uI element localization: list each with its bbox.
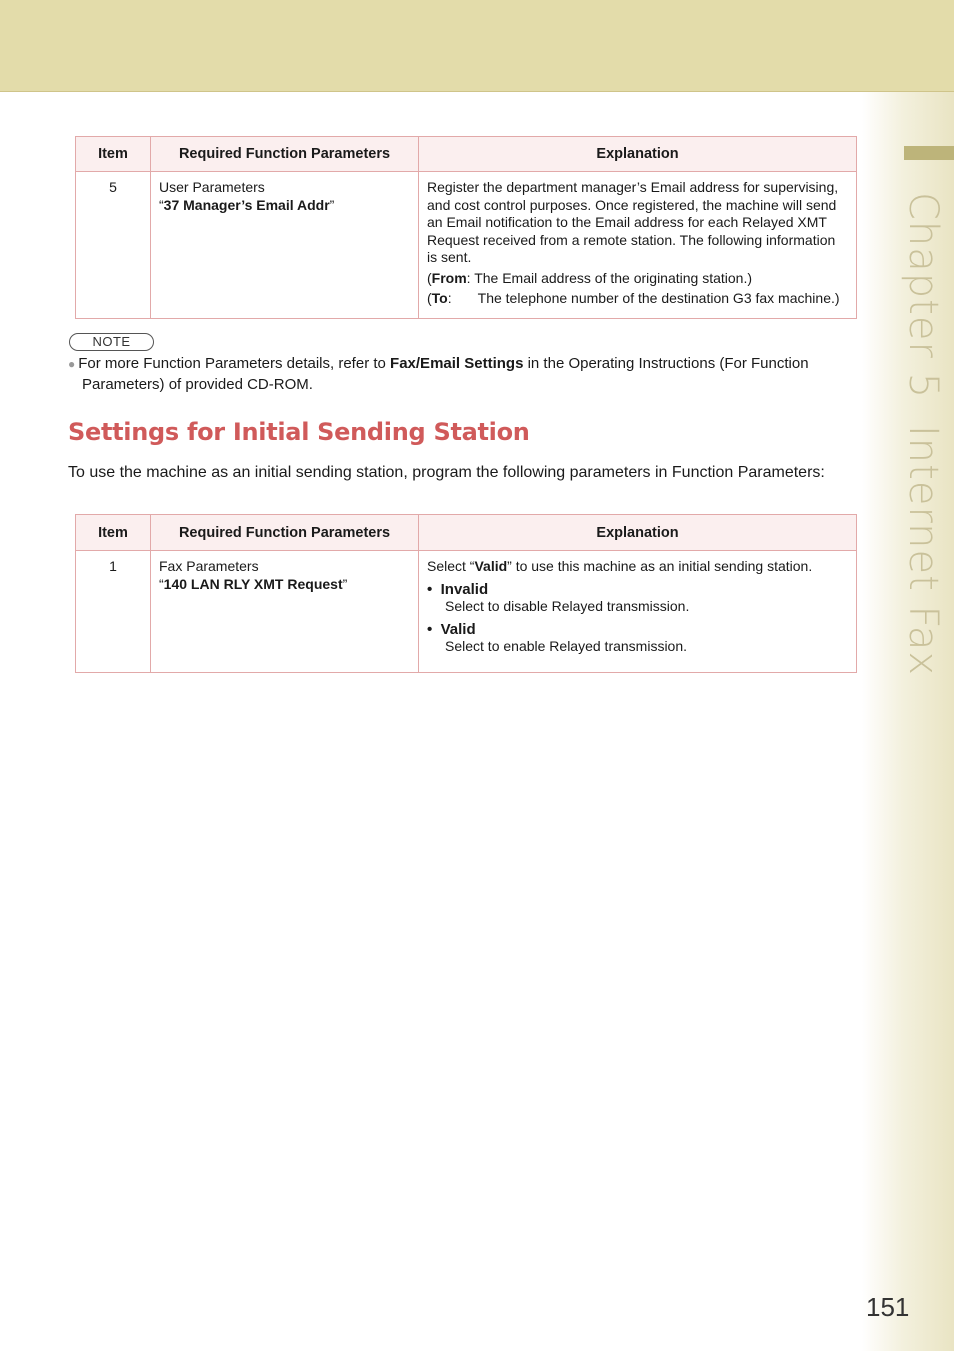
table-header-row bbox=[76, 515, 857, 551]
select-bold-value: Valid bbox=[474, 558, 508, 574]
section-title: Settings for Initial Sending Station bbox=[68, 418, 530, 446]
select-instruction bbox=[427, 558, 848, 576]
to-key: To bbox=[431, 290, 448, 306]
to-value: The telephone number of the destination G3 fax machine.) bbox=[477, 290, 840, 306]
chapter-tab-marker bbox=[904, 146, 954, 160]
option-label: Valid bbox=[440, 620, 476, 638]
parameters-table-initial-sending bbox=[75, 514, 857, 673]
header-item: Item bbox=[76, 137, 151, 172]
to-open-paren: ( bbox=[427, 290, 432, 306]
required-parameter-cell bbox=[151, 172, 419, 319]
required-parameter-cell bbox=[151, 551, 419, 673]
parameter-name-line bbox=[159, 197, 410, 215]
parameter-category: User Parameters bbox=[159, 179, 265, 195]
note-bullet: ● bbox=[68, 357, 76, 371]
select-text-after: ” to use this machine as an initial sending station. bbox=[507, 558, 813, 574]
quote-open: “ bbox=[159, 196, 164, 213]
header-explanation: Explanation bbox=[419, 515, 857, 551]
option-valid-description: Select to enable Relayed transmission. bbox=[445, 638, 688, 654]
header-explanation: Explanation bbox=[419, 137, 857, 172]
to-colon: : bbox=[447, 290, 452, 306]
section-intro: To use the machine as an initial sending station, program the following parameters in Function Parameters: bbox=[68, 464, 825, 481]
option-bullet: • bbox=[427, 580, 433, 598]
from-key: From bbox=[431, 269, 467, 286]
quote-close: ” bbox=[329, 196, 335, 213]
parameter-name-line bbox=[159, 576, 410, 594]
to-line bbox=[427, 290, 848, 308]
explanation-text: Register the department manager’s Email address for supervising, and cost control purposes. Once registered, the machine will send an Email notification to the Email address for each Relayed XMT Request received from a remote station. The following information is sent. bbox=[427, 179, 839, 265]
chapter-label bbox=[893, 192, 953, 677]
header-band bbox=[0, 0, 954, 92]
table-row bbox=[76, 551, 857, 673]
parameters-table-manager-email bbox=[75, 136, 857, 319]
header-required-parameters: Required Function Parameters bbox=[151, 515, 419, 551]
chapter-number: Chapter 5 bbox=[900, 192, 946, 400]
explanation-cell bbox=[419, 551, 857, 673]
quote-open: “ bbox=[159, 575, 164, 592]
parameter-category: Fax Parameters bbox=[159, 558, 259, 574]
option-invalid-label bbox=[427, 581, 848, 599]
parameter-name: 140 LAN RLY XMT Request bbox=[163, 575, 343, 592]
page-number: 151 bbox=[866, 1292, 910, 1322]
header-item: Item bbox=[76, 515, 151, 551]
note-text bbox=[68, 354, 868, 394]
quote-close: ” bbox=[342, 575, 348, 592]
note-text-after: in the Operating Instructions (For Function bbox=[523, 355, 809, 372]
option-valid-label bbox=[427, 621, 848, 639]
from-line bbox=[427, 270, 848, 288]
note-line-1 bbox=[68, 354, 868, 375]
option-invalid-description: Select to disable Relayed transmission. bbox=[445, 598, 690, 614]
from-value: : The Email address of the originating station.) bbox=[466, 269, 753, 286]
table-row bbox=[76, 172, 857, 319]
option-bullet: • bbox=[427, 620, 433, 638]
note-bold-reference: Fax/Email Settings bbox=[390, 355, 524, 372]
note-text-before: For more Function Parameters details, refer to bbox=[78, 355, 391, 372]
chapter-title: Internet Fax bbox=[900, 425, 946, 677]
option-label: Invalid bbox=[440, 580, 489, 598]
note-badge: NOTE bbox=[69, 333, 154, 351]
item-number: 5 bbox=[76, 172, 151, 319]
item-number: 1 bbox=[76, 551, 151, 673]
parameter-name: 37 Manager’s Email Addr bbox=[163, 196, 330, 213]
table-header-row bbox=[76, 137, 857, 172]
header-required-parameters: Required Function Parameters bbox=[151, 137, 419, 172]
explanation-cell bbox=[419, 172, 857, 319]
note-line-2: Parameters) of provided CD-ROM. bbox=[82, 375, 313, 393]
from-open-paren: ( bbox=[427, 269, 432, 286]
select-text-before: Select “ bbox=[427, 558, 475, 574]
